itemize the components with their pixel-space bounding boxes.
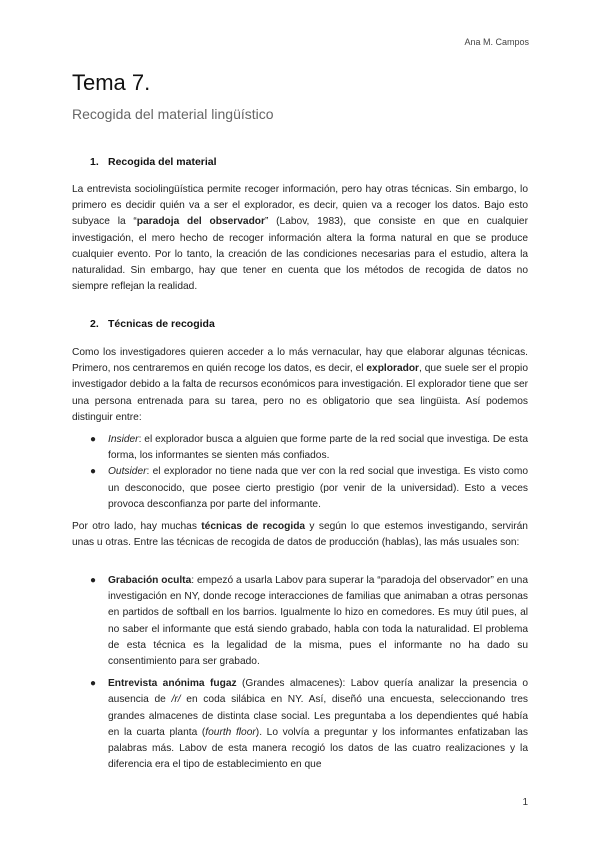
section-1-title: Recogida del material <box>108 156 217 168</box>
text-run: : empezó a usarla Labov para superar la “paradoja del observador” en una investigación en NY, donde recoge interacciones de familias que animaban a otras personas en partidos de softball en los barrios. Igualmente lo hizo en comedores. Es muy útil pues, al no saber el informante que está siendo grabado, habla con toda la naturalidad. El problema de esta técnica es la legalidad de la misma, pues el informante no ha dado su consentimiento para ser grabado. <box>108 575 528 668</box>
technique-list <box>90 573 528 779</box>
bold-term: Entrevista anónima fugaz <box>108 678 237 690</box>
text-run: : el explorador busca a alguien que forme parte de la red social que investiga. De esta forma, los informantes se sienten más confiados. <box>108 434 528 462</box>
header-author: Ana M. Campos <box>464 37 529 47</box>
text-run: , que suele ser el propio investigador debido a la falta de recursos económicos para investigación. El explorador tiene que ser una persona entrenada para su tarea, pero no es obligatorio que sea lingüista. Así podemos distinguir entre: <box>72 363 528 423</box>
explorer-type-list <box>90 432 528 513</box>
bold-term: explorador <box>366 363 420 375</box>
text-run: y según lo que estemos investigando, servirán unas u otras. Entre las técnicas de recogida de datos de producción (hablas), las más usuales son: <box>72 521 528 549</box>
text-run: ). Lo volvía a preguntar y los informantes enfatizaban las palabras más. Labov de esta manera recogió los datos de las cuatro realizaciones y la diferencia era el tipo de establecimiento en que <box>108 726 529 771</box>
section-1-paragraph <box>72 182 528 295</box>
bold-term: técnicas de recogida <box>201 521 306 532</box>
text-run: : el explorador no tiene nada que ver con la red social que investiga. Es visto como un desconocido, que posee cierto prestigio (por venir de la universidad). Esto a veces provoca desconfianza por parte del informante. <box>108 466 528 510</box>
italic-term: Insider <box>108 434 139 445</box>
section-1-number: 1. <box>90 156 99 168</box>
section-2-number: 2. <box>90 318 99 330</box>
bold-term: paradoja del observador <box>136 216 265 228</box>
bullet-icon: ● <box>90 434 97 445</box>
bullet-icon: ● <box>90 678 97 690</box>
italic-term: /r/ <box>171 694 181 706</box>
text-run: (Grandes almacenes): Labov quería analizar la presencia o ausencia de <box>108 678 528 706</box>
text-run: ” (Labov, 1983), que consiste en que en cualquier investigación, el mero hecho de recoger información altera la forma natural en que se produce cualquier evento. Por lo tanto, la creación de las condiciones necesarias para el estudio, altera la naturalidad. Sin embargo, hay que tener en cuenta que los métodos de recogida de datos no siempre reflejan la realidad. <box>72 216 528 293</box>
text-run: La entrevista sociolingüística permite recoger información, pero hay otras técnicas. Sin embargo, lo primero es decidir quién va a ser el explorador, es decir, quien va a recoger los datos. Bajo esto subyace la “ <box>72 184 528 228</box>
section-2-title: Técnicas de recogida <box>108 318 215 330</box>
text-run: Como los investigadores quieren acceder a lo más vernacular, hay que elaborar algunas técnicas. Primero, nos centraremos en quién recoge los datos, es decir, el <box>72 347 528 375</box>
italic-term: fourth floor <box>205 726 256 738</box>
list-item <box>90 432 528 464</box>
bullet-icon: ● <box>90 575 97 586</box>
section-2-heading <box>90 318 215 330</box>
page-title: Tema 7. <box>72 70 151 95</box>
bullet-icon: ● <box>90 466 97 478</box>
bold-term: Grabación oculta <box>108 575 192 586</box>
section-1-heading <box>90 156 217 168</box>
italic-term: Outsider <box>108 466 147 478</box>
list-item <box>90 573 528 670</box>
list-item <box>90 676 528 773</box>
list-item <box>90 464 528 513</box>
text-run: Por otro lado, hay muchas <box>72 521 202 532</box>
page-number: 1 <box>522 797 528 808</box>
text-run: en coda silábica en NY. Así, diseñó una encuesta, seleccionando tres grandes almacenes de distinta clase social. Les preguntaba a los dependientes qué había en la cuarta planta ( <box>108 694 528 738</box>
page-subtitle: Recogida del material lingüístico <box>72 106 274 122</box>
section-2-paragraph-2 <box>72 519 528 551</box>
section-2-paragraph-1 <box>72 345 528 426</box>
